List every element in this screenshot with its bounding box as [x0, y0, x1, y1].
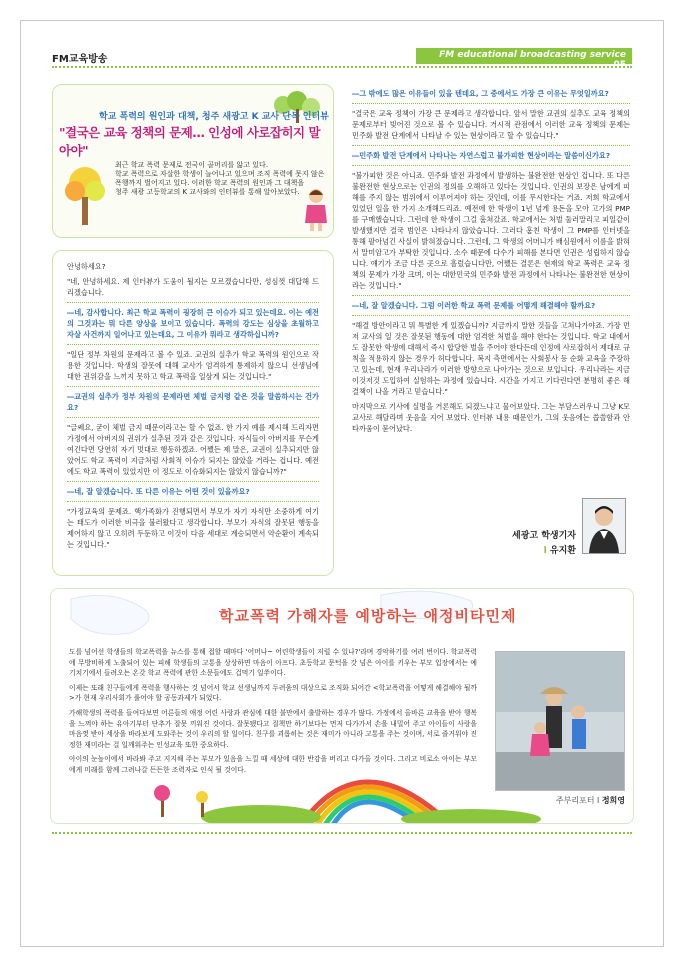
interview-question: ―민주화 발전 단계에서 나타나는 자연스럽고 불가피한 현상이라는 말씀이신가요? — [352, 151, 610, 160]
reporter-photo — [582, 498, 626, 554]
feature-paragraph: 아이의 눈높이에서 바라봐 주고 지지해 주는 부모가 있음을 느낄 때 세상에 대한 반감을 버리고 다가올 것이다. 그리고 비로소 아이는 부모에게 미래를 함께 그려나갈 든든한 조력자로 인식 될 것이다. — [69, 755, 477, 774]
paragraph-divider — [67, 481, 319, 482]
girl-illustration-icon — [303, 187, 329, 231]
header-right-title: FM educational broadcasting service — [439, 50, 626, 60]
paragraph-divider — [67, 501, 319, 502]
interview-answer: "해결 방안이라고 뭐 특별한 게 있겠습니까? 지금까지 말한 것들을 고쳐나가야죠. 가장 먼저 교사의 일 것은 잘못된 행동에 대한 엄격한 처벌을 해야 한다는 것입니다. 학교 내에서도 잘못한 학생에 대해서 즉시 합당한 벌을 주어야 한다든데 인정에 사로잡혀서 제대로 규칙을 적용하지 않는 경우가 허다합니다. 복지 측면에서는 사회봉사 등 순화 교육을 주장하고 있는데, 현재 우리나라가 이러한 방향으로 나아가는 것으로 보입니다. 우리나라는 지금 이것저것 도입하여 실험하는 과정에 있습니다. 시간을 가지고 기다린다면 분명히 좋은 해결책이 나올 거라고 믿습니다." — [352, 321, 630, 396]
interview-question: ―네, 잘 알겠습니다. 또 다른 이유는 어떤 것이 있을까요? — [67, 487, 250, 496]
paragraph-divider — [352, 165, 630, 166]
feature-body — [69, 647, 477, 776]
article-left-body — [52, 250, 334, 576]
credit-name: 정희영 — [601, 796, 625, 805]
paragraph-divider — [67, 417, 319, 418]
interview-question: ―그 밖에도 많은 이유들이 있을 텐데요, 그 중에서도 가장 큰 이유는 무엇일까요? — [352, 89, 609, 98]
feature-paragraph: 이제는 또래 친구들에게 폭력을 행사하는 것 넘어서 학교 선생님까지 두려움의 대상으로 조직화 되어간 <학교폭력을 어떻게 해결해야 될까>가 현재 우리사회가 풀어야 할 공동과제가 되었다. — [69, 683, 477, 703]
page-number: 05 — [613, 60, 626, 70]
interview-answer: "일단 정부 차원의 문제라고 볼 수 있죠. 교권의 실추가 학교 폭력의 원인으로 작용한 것입니다. 학생의 잘못에 대해 교사가 엄격하게 통제하지 않으니 선생님에 대한 권위감을 느끼지 못하고 학교 폭력을 일삼게 되는 것입니다." — [67, 350, 319, 381]
interview-question: 안녕하세요? — [67, 262, 106, 271]
footer-divider — [52, 832, 632, 834]
feature-box — [50, 588, 634, 824]
header-left-title: FM교육방송 — [52, 54, 108, 65]
paragraph-divider — [67, 344, 319, 345]
person-portrait-icon — [583, 499, 625, 553]
summary-line: 폭행까지 벌어지고 있다. 이러한 학교 폭력의 원인과 그 대책을 — [115, 179, 305, 187]
family-photo-icon — [496, 652, 625, 791]
interview-answer: "불가피한 것은 아니죠. 민주화 발전 과정에서 발생하는 불완전한 현상인 겁니다. 또 다른 불완전한 현상으로는 인권의 정의를 오해하고 있다는 것입니다. 인권의 보장은 남에게 피해를 주지 않는 범위에서 이루어져야 하는 것인데, 이를 무시한다는 거죠. 저희 학교에서 있었던 일을 한 가지 소개해드리죠. 예전에 한 학생이 1년 넘게 용돈을 모아 고가의 PMP를 구매했습니다. 그런데 한 학생이 그걸 훔쳐갔죠. 학교에서는 처벌 둘러말리고 피일같이 발생했지만 결국 범인은 나타나지 않았습니다. 그러다 훔친 학생이 그 PMP를 인터넷을 통해 팔아넘긴 사실이 밝혀졌습니다. 그런데, 그 학생의 어머니가 배심원에서 이름을 밝혀서 말미암고가 부탁한 것입니다. 소수 때문에 다수가 피해를 본다면 인권은 성립하지 않습니다. 얘기가 조금 다른 곳으로 흘렀습니다만, 어쨌든 결론은 현재의 학교 폭력은 교육 정책의 문제가 가장 크며, 이는 대한민국의 민주화 발전 과정에서 나타나는 불완전한 현상이라는 것입니다." — [352, 171, 630, 290]
feature-paragraph: 가해학생의 폭력을 들여다보면 어른들의 애정 어린 사랑과 관심에 대한 불만에서 출발하는 경우가 많다. 가정에서 올바른 교육을 받아 행복을 느껴야 하는 유아기부터 단추가 잘못 끼워진 것이다. 잘못됐다고 질책만 하기보다는 먼저 다가가서 손을 내밀어 주고 아이들이 사랑을 마음껏 받아 세상을 바라보게 도와주는 것이 우리의 할 일이다. 친구를 괴롭히는 것은 재미가 아니라 고통을 주는 것이며, 서로 즐거워야 진정한 재미라는 걸 일깨워주는 인성교육 또한 중요하다. — [69, 708, 477, 749]
credit-label: 주부리포터 l — [555, 796, 600, 805]
interview-closing: 마지막으로 기사에 실명을 거론해도 되겠느냐고 물어보았다. 그는 부담스러우니 그냥 K모 교사로 해달라며 웃음을 지어 보였다. 인터뷰 내용 때문인가, 그의 웃음에는 씁쓸함과 안타까움이 묻어났다. — [352, 402, 630, 433]
paragraph-divider — [67, 386, 319, 387]
paragraph-divider — [352, 315, 630, 316]
paragraph-divider — [352, 145, 630, 146]
byline-name: 유지환 — [549, 546, 576, 556]
paragraph-divider — [67, 302, 319, 303]
article-headline: "결국은 교육 정책의 문제… 인성에 사로잡히지 말아야" — [59, 125, 321, 158]
article-kicker: 학교 폭력의 원인과 대책, 청주 새광고 K 교사 단독 인터뷰 — [99, 112, 329, 122]
family-photo — [495, 651, 625, 791]
paragraph-divider — [352, 103, 630, 104]
interview-question: ―네, 감사합니다. 최근 학교 폭력이 굉장히 큰 이슈가 되고 있는데요. 이는 예전의 그것과는 뭐 다른 양상을 보이고 있습니다. 폭력의 강도는 심상을 초월하고 자살 사건까지 일어나고 있는데요, 그 이유가 뭐라고 생각하십니까? — [67, 308, 319, 339]
summary-line: 청주 새광 고등학교의 K 교사와의 인터뷰를 통해 알아보았다. — [115, 188, 300, 196]
summary-line: 최근 학교 폭력 문제로 전국이 골머리를 앓고 있다. — [115, 161, 269, 169]
header-right-banner — [416, 48, 632, 70]
feature-paragraph: 도를 넘어선 학생들의 학교폭력을 뉴스를 통해 접할 때마다 '어머나~ 어린학생들이 저럴 수 있나?'라며 경악하기를 여러 번이다. 학교폭력에 무방비하게 노출되어 있는 피해 학생들의 고통을 상상하면 마음이 아프다. 초등학교 문턱을 갓 넘은 아이를 키우는 부모 입장에서는 예기치기에서 들려오는 온갖 학교 폭력에 관한 소문들에도 겁먹기 일쑤이다. — [69, 648, 477, 678]
byline-school: 세광고 학생기자 — [512, 531, 576, 541]
article-title-box — [52, 84, 334, 238]
feature-credit — [495, 795, 625, 806]
byline-name-lead: l — [543, 546, 547, 556]
interview-answer: "네, 안녕하세요. 제 인터뷰가 도움이 될지는 모르겠습니다만, 성심껏 대답해 드리겠습니다. — [67, 277, 319, 297]
interview-answer: "글쎄요, 굳이 체벌 금지 때문이라고는 할 수 없죠. 한 가지 예를 제시해 드리자면 가정에서 아버지의 권위가 실추된 것과 같은 것입니다. 자식들이 아버지를 무슨게 여긴다면 당연히 자기 멋대로 행동하겠죠. 어쨌든 제 말은, 교권이 실추되지만 않았어도 학교 폭력이 지금처럼 사회적 이슈가 되지는 않았을 거라는 겁니다. 예전에도 학교 폭력이 있었지만 이 정도로 이슈화되지는 않았지 않습니까?" — [67, 423, 319, 476]
article-summary — [115, 161, 329, 197]
interview-question: ―교권의 실추가 정부 차원의 문제라면 체벌 금지령 같은 것을 말씀하시는 건가요? — [67, 392, 319, 412]
interview-question: ―네, 잘 알겠습니다. 그럼 이러한 학교 폭력 문제를 어떻게 해결해야 할까요? — [352, 301, 596, 310]
interview-answer: "가정교육의 문제죠. 핵가족화가 진행되면서 부모가 자기 자식만 소중하게 여기는 태도가 이러한 비극을 불러왔다고 생각합니다. 부모가 자식의 잘못된 행동을 제어하지 않고 오히려 두둔하고 이것이 다음 세대로 계승되면서 악순환이 계속되는 것입니다." — [67, 507, 319, 549]
header-divider — [52, 66, 632, 68]
summary-line: 학교 폭력으로 자살한 학생이 늘어나고 있으며 조직 폭력에 못지 않은 — [115, 170, 325, 178]
reporter-byline — [466, 528, 576, 556]
article-left-column — [52, 84, 334, 576]
tree-icon — [61, 163, 109, 227]
interview-answer: "결국은 교육 정책이 가장 큰 문제라고 생각합니다. 앞서 말한 교권의 실추도 교육 정책의 문제로부터 빚어진 것으로 볼 수 있습니다. 거시적 관점에서 이러한 교육 정책의 문제는 민주화 발전 단계에서 나타날 수 있는 현상이라고 할 수 있습니다." — [352, 109, 630, 140]
article-right-column — [350, 84, 632, 576]
feature-title: 학교폭력 가해자를 예방하는 애정비타민제 — [219, 607, 517, 625]
byline-name-row — [466, 543, 576, 556]
paragraph-divider — [352, 295, 630, 296]
